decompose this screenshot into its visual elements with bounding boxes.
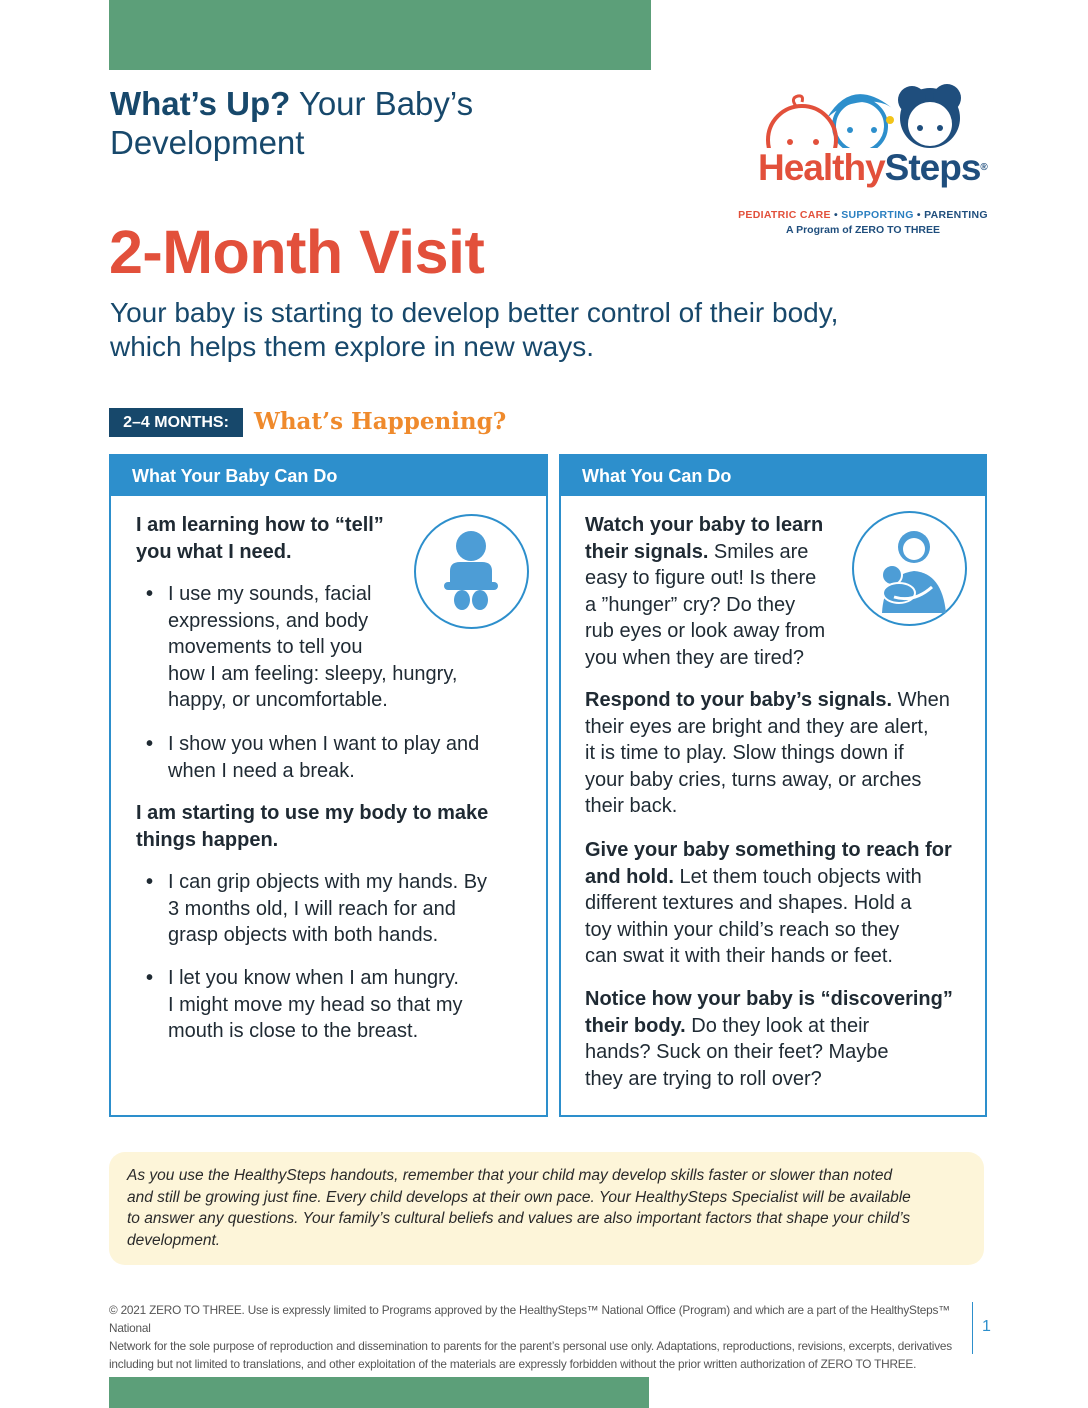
tip-respond-signals: Respond to your baby’s signals. When their eyes are bright and they are alert, it is time to play. Slow things down if your baby cries, turns away, or arches their back. xyxy=(585,689,950,817)
tip-reach-and-hold: Give your baby something to reach for and hold. Let them touch objects with different textures and shapes. Hold a toy within your child’s reach so they can swat it with their hands or feet. xyxy=(585,839,952,967)
logo-tagline: PEDIATRIC CARE • SUPPORTING • PARENTING xyxy=(738,209,988,221)
tip-watch-signals: Watch your baby to learn their signals. Smiles are easy to figure out! Is there a ”hunger” cry? Do they rub eyes or look away from you when they are tired? xyxy=(585,514,826,669)
section-heading: What’s Happening? xyxy=(254,408,507,435)
logo-faces-icon xyxy=(732,78,994,148)
heading-use-body: I am starting to use my body to make things happen. xyxy=(136,802,489,851)
development-note: As you use the HealthySteps handouts, remember that your child may develop skills faster or slower than noted and still be growing just fine. Every child develops at their own pace. Your HealthySteps Specialist will be available to answer any questions. Your family’s cultural beliefs and values are also important factors that shape your child’s development. xyxy=(109,1152,984,1265)
page-number: 1 xyxy=(982,1318,991,1335)
top-accent-bar xyxy=(109,0,651,70)
list-item: • I show you when I want to play and when I need a break. xyxy=(146,733,480,782)
logo-wordmark: HealthySteps® xyxy=(758,147,987,188)
parent-holding-baby-icon xyxy=(852,511,967,626)
list-item: • I use my sounds, facial expressions, and body movements to tell you how I am feeling: sleepy, hungry, happy, or uncomfortable. xyxy=(146,583,458,711)
intro-text: Your baby is starting to develop better control of their body, which helps them explore in new ways. xyxy=(110,297,839,362)
list-item: • I can grip objects with my hands. By 3 months old, I will reach for and grasp objects with both hands. xyxy=(146,871,488,946)
page-title: 2-Month Visit xyxy=(109,218,485,286)
heading-tell-needs: I am learning how to “tell” you what I need. xyxy=(136,514,384,563)
bottom-accent-bar xyxy=(109,1377,649,1408)
you-can-do-panel xyxy=(559,454,987,1117)
list-item: • I let you know when I am hungry. I might move my head so that my mouth is close to the breast. xyxy=(146,967,463,1042)
age-range-badge: 2–4 MONTHS: xyxy=(109,408,243,437)
page-number-divider xyxy=(972,1302,973,1354)
logo-program-line: A Program of ZERO TO THREE xyxy=(785,224,940,236)
copyright-notice: © 2021 ZERO TO THREE. Use is expressly limited to Programs approved by the HealthySteps™ National Office (Program) and which are a part of the HealthySteps™ National Network for the sole purpose of reproduction and dissemination to parents for the parent’s personal use only. Adaptations, reproductions, revisions, excerpts, derivatives including but not limited to translations, and other exploitation of the materials are expressly forbidden without the prior written authorization of ZERO TO THREE. xyxy=(109,1303,952,1371)
healthysteps-logo xyxy=(732,78,994,244)
panel-title: What Your Baby Can Do xyxy=(111,456,546,496)
baby-can-do-panel xyxy=(109,454,548,1117)
series-title: What’s Up? Your Baby’s Development xyxy=(110,85,474,161)
panel-title: What You Can Do xyxy=(561,456,985,496)
tip-discovering-body: Notice how your baby is “discovering” their body. Do they look at their hands? Suck on their feet? Maybe they are trying to roll over? xyxy=(585,988,953,1090)
